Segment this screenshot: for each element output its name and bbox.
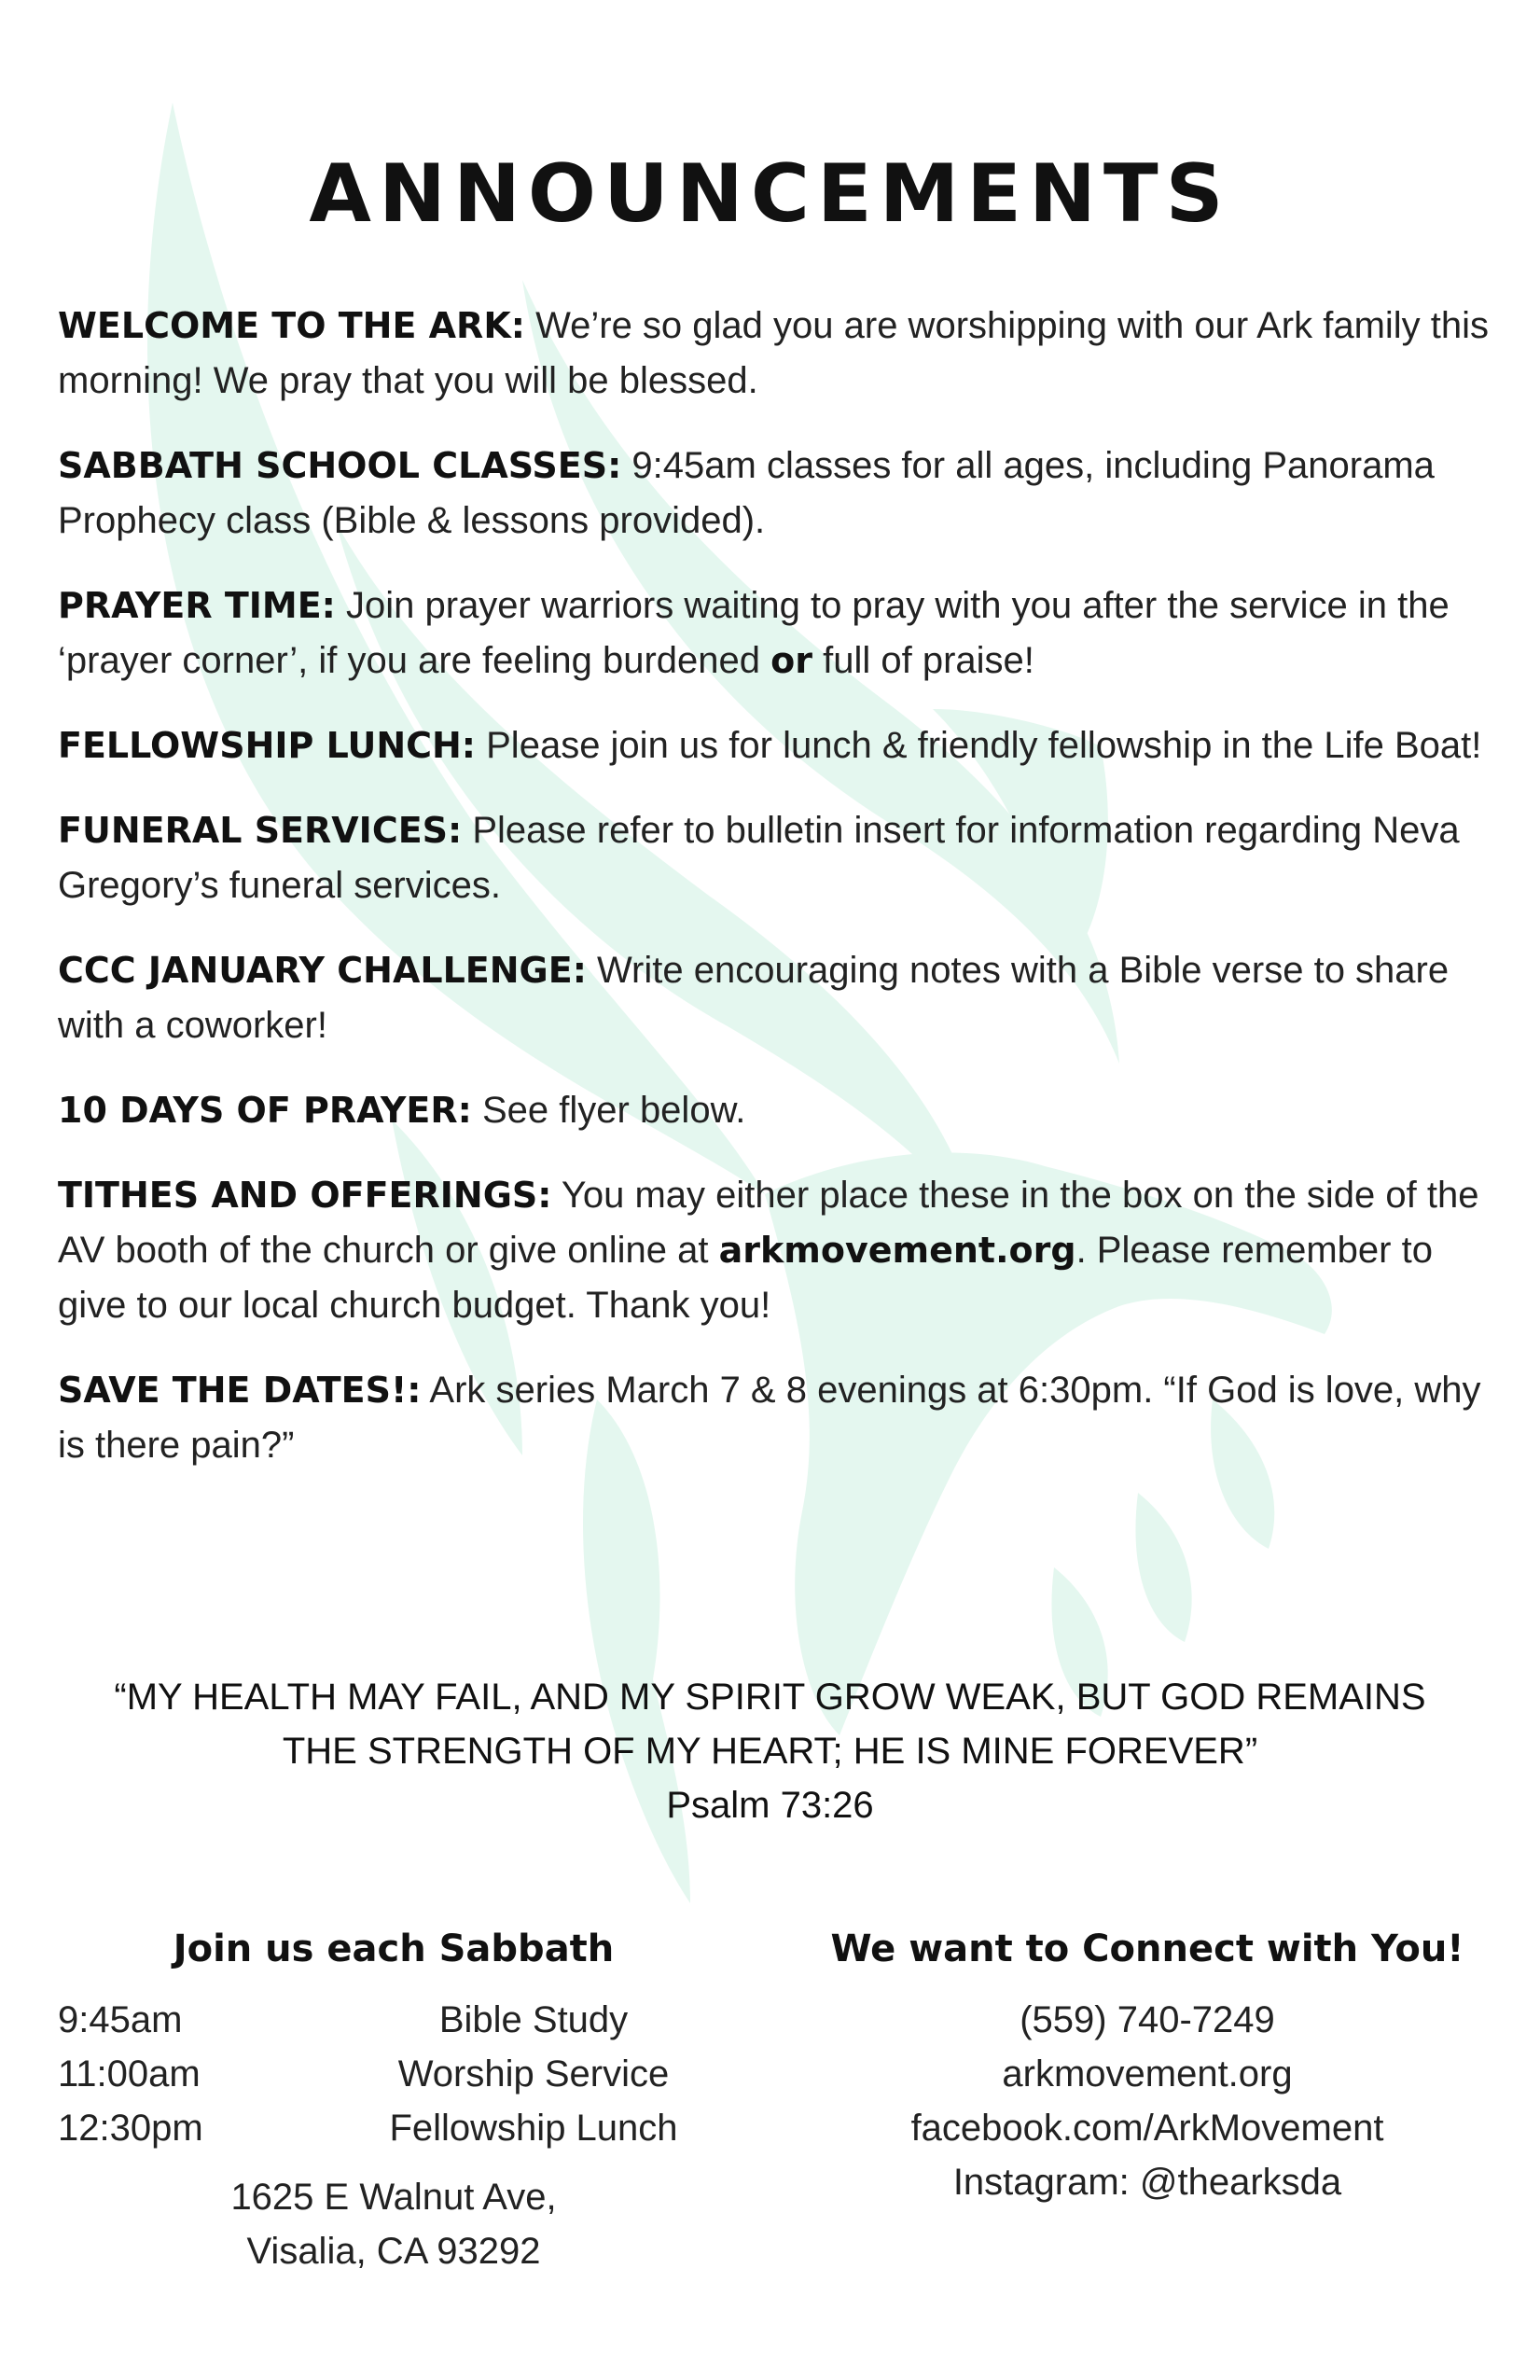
- announcements-list: [58, 299, 1494, 1503]
- announcement-text: You may either place these in the box on the side of the AV booth of the church or give online at: [58, 1175, 1479, 1271]
- announcement-label: CCC JANUARY CHALLENGE:: [58, 950, 587, 991]
- announcement-ccc-challenge: [58, 943, 1494, 1053]
- church-address: [58, 2170, 729, 2278]
- phone-number[interactable]: (559) 740-7249: [1020, 1999, 1275, 2040]
- announcement-prayer-time: [58, 578, 1494, 689]
- announcement-save-the-dates: [58, 1363, 1494, 1473]
- quote-reference: Psalm 73:26: [666, 1785, 874, 1826]
- page-title: ANNOUNCEMENTS: [309, 147, 1231, 241]
- announcement-10-days-prayer: [58, 1083, 1494, 1138]
- announcement-label: FELLOWSHIP LUNCH:: [58, 725, 477, 766]
- schedule-event: Bible Study: [438, 1999, 629, 2040]
- announcement-text: See flyer below.: [471, 1090, 746, 1131]
- schedule-time: 12:30pm: [58, 2108, 203, 2149]
- facebook-link[interactable]: facebook.com/ArkMovement: [910, 2108, 1384, 2149]
- announcement-text: Please refer to bulletin insert for information regarding Neva Gregory’s funeral services.: [58, 810, 1460, 906]
- announcement-text: We’re so glad you are worshipping with our Ark family this morning! We pray that you will be blessed.: [58, 305, 1490, 401]
- announcement-label: SABBATH SCHOOL CLASSES:: [58, 445, 622, 486]
- instagram-handle[interactable]: Instagram: @thearksda: [952, 2162, 1342, 2203]
- announcement-sabbath-school: [58, 438, 1494, 549]
- scripture-quote: [0, 1670, 1540, 1832]
- quote-line-2: THE STRENGTH OF MY HEART; HE IS MINE FOREVER”: [282, 1731, 1258, 1772]
- address-line-2: Visalia, CA 93292: [246, 2231, 541, 2272]
- announcement-label: FUNERAL SERVICES:: [58, 810, 463, 851]
- schedule-time: 11:00am: [58, 2053, 201, 2095]
- announcement-label: WELCOME TO THE ARK:: [58, 305, 525, 346]
- sabbath-schedule: [58, 1922, 729, 2278]
- announcement-label: 10 DAYS OF PRAYER:: [58, 1090, 472, 1131]
- schedule-event: Fellowship Lunch: [389, 2108, 678, 2149]
- schedule-time: 9:45am: [58, 1999, 183, 2040]
- announcement-fellowship-lunch: [58, 718, 1494, 773]
- announcement-funeral-services: [58, 803, 1494, 913]
- announcement-text: Join prayer warriors waiting to pray with you after the service in the ‘prayer corner’, if you are feeling burdened: [58, 585, 1450, 681]
- schedule-row: [58, 1993, 729, 2047]
- announcement-label: PRAYER TIME:: [58, 585, 336, 626]
- announcement-text: Write encouraging notes with a Bible verse to share with a coworker!: [58, 950, 1450, 1046]
- announcement-welcome: [58, 299, 1494, 409]
- announcement-text: Ark series March 7 & 8 evenings at 6:30pm. “If God is love, why is there pain?”: [58, 1370, 1481, 1466]
- sabbath-heading: Join us each Sabbath: [173, 1928, 615, 1970]
- address-line-1: 1625 E Walnut Ave,: [230, 2177, 557, 2218]
- announcement-text: Please join us for lunch & friendly fellowship in the Life Boat!: [476, 725, 1482, 766]
- announcement-emphasis: or: [770, 640, 812, 681]
- connect-section: [812, 1922, 1483, 2209]
- announcement-text: 9:45am classes for all ages, including Panorama Prophecy class (Bible & lessons provided).: [58, 445, 1435, 541]
- schedule-row: [58, 2047, 729, 2101]
- announcement-text: . Please remember to give to our local church budget. Thank you!: [58, 1230, 1433, 1326]
- connect-heading: We want to Connect with You!: [830, 1928, 1464, 1970]
- announcement-label: TITHES AND OFFERINGS:: [58, 1175, 552, 1216]
- website-link[interactable]: arkmovement.org: [718, 1230, 1076, 1271]
- website-link[interactable]: arkmovement.org: [1002, 2053, 1293, 2095]
- announcement-label: SAVE THE DATES!:: [58, 1370, 422, 1411]
- announcement-text: full of praise!: [812, 640, 1034, 681]
- quote-line-1: “MY HEALTH MAY FAIL, AND MY SPIRIT GROW WEAK, BUT GOD REMAINS: [114, 1677, 1426, 1718]
- announcement-tithes-offerings: [58, 1168, 1494, 1333]
- schedule-row: [58, 2101, 729, 2155]
- schedule-event: Worship Service: [397, 2053, 670, 2095]
